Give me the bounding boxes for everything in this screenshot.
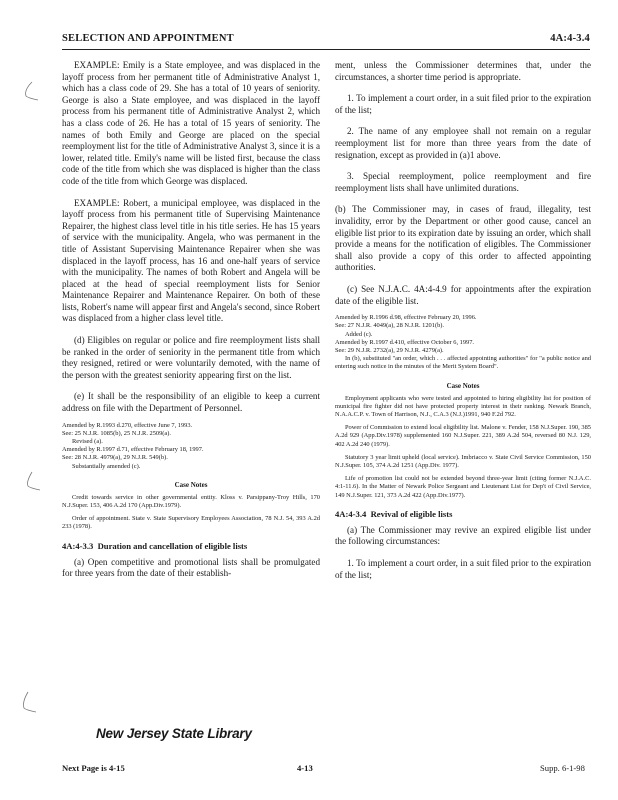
case-note: Life of promotion list could not be extended beyond three-year limit (citing former N.J.A.C. 4:1-11.6). In the Matter of Newark Police Sergeant and Lieutenant List for Dep't of Civil Service, 149 N.J.Super. 121, 373 A.2d 422 (App.Div.1977). [335, 475, 591, 499]
footer-next-page: Next Page is 4-15 [62, 763, 125, 773]
section-number: 4A:4-3.4 [335, 508, 367, 519]
margin-mark-icon [20, 80, 42, 110]
header-title: SELECTION AND APPOINTMENT [62, 33, 234, 44]
left-column [62, 60, 320, 580]
example-emily: EXAMPLE: Emily is a State employee, and was displaced in the layoff process from her permanent title of Administrative Analyst 1, which has a class code of 29. She has a total of 10 years of seniority. George is also a State employee, and was displaced in the layoff process from his permanent title of Administrative Analyst 2, which has a class code of 26. He has a total of 15 years of seniority. The names of both Emily and George are placed on the special reemployment list for the title of Administrative Analyst 3, since it is a lower, related title. Emily's name will be listed first, because the class code of the title from which she was displaced is higher than the class code of the title from which George was displaced. [62, 60, 320, 186]
history-line: See: 25 N.J.R. 1085(b), 25 N.J.R. 2509(a). [62, 429, 171, 437]
list-item-2: 2. The name of any employee shall not remain on a regular reemployment list for more than three years from the date of resignation, except as provided in (a)1 above. [335, 126, 591, 160]
case-note: Statutory 3 year limit upheld (local service). Imbriacco v. State Civil Service Commission, 150 N.J.Super. 105, 374 A.2d 1251 (App.Div. 1977). [335, 453, 591, 469]
header-rule [62, 49, 590, 50]
paragraph-b: (b) The Commissioner may, in cases of fraud, illegality, test invalidity, error by the Department or other good cause, cancel an eligible list prior to its expiration date by issuing an order, which shall provide a means for the notification of eligibles. The Commissioner shall also provide a copy of this order to affected appointing authorities. [335, 204, 591, 273]
footer-supplement: Supp. 6-1-98 [540, 763, 585, 773]
history-note: In (b), substituted "an order, which . . . affected appointing authorities" for "a public notice and entering such notice in the minutes of the Merit System Board". [335, 355, 591, 371]
paragraph-c: (c) See N.J.A.C. 4A:4-4.9 for appointments after the expiration date of the eligible list. [335, 283, 591, 306]
history-line: See: 29 N.J.R. 2732(a), 29 N.J.R. 4279(a). [335, 346, 444, 354]
library-logo: New Jersey State Library [96, 726, 252, 741]
paragraph-e: (e) It shall be the responsibility of an eligible to keep a current address on file with the Department of Personnel. [62, 391, 320, 414]
section-number: 4A:4-3.3 [62, 540, 94, 551]
section-title: Duration and cancellation of eligible lists [97, 540, 248, 551]
case-note: Credit towards service in other governmental entity. Kloss v. Parsippany-Troy Hills, 170 N.J.Super. 153, 406 A.2d 170 (App.Div.1979). [62, 493, 320, 510]
history-notes [62, 422, 320, 471]
history-notes [335, 314, 591, 371]
history-line: Amended by R.1996 d.98, effective February 20, 1996. [335, 314, 477, 322]
history-line: Amended by R.1993 d.270, effective June 7, 1993. [62, 421, 193, 429]
history-line: See: 27 N.J.R. 4049(a), 28 N.J.R. 1201(b). [335, 322, 444, 330]
example-robert: EXAMPLE: Robert, a municipal employee, was displaced in the layoff process from his permanent title of Supervising Maintenance Repairer, the highest class level title in his title series. He has 15 years of service with the municipality. Angela, who was permanent in the title of Assistant Supervising Maintenance Repairer when she was displaced in the layoff process, has 16 and one-half years of service with the municipality. The names of both Robert and Angela will be placed at the head of special reemployment lists for Senior Maintenance Repairer and Maintenance Repairer. On both of these lists, Robert's name will appear first and Angela's second, since Robert was displaced from a higher class level title. [62, 197, 320, 324]
case-note: Power of Commission to extend local eligibility list. Malone v. Fender, 158 N.J.Super. 190, 385 A.2d 929 (App.Div.1978) supplemented 160 N.J.Super. 221, 389 A.2d 504, reversed 80 N.J. 129, 402 A.2d 240 (1979). [335, 424, 591, 448]
history-line: Revised (a). [72, 438, 103, 446]
case-note: Employment applicants who were tested and appointed to hiring eligibility list for position of municipal fire fighter did not have protected property interest in their ranking. Newark Branch, N.A.A.C.P. v. Town of Harrison, N.J., C.A.3 (N.J.)1991, 940 F.2d 792. [335, 394, 591, 418]
margin-mark-icon [18, 690, 40, 720]
margin-mark-icon [22, 470, 44, 500]
list-item-1: 1. To implement a court order, in a suit filed prior to the expiration of the list; [335, 93, 591, 115]
section-heading-3-4 [335, 509, 591, 520]
right-column [335, 60, 591, 581]
header-section: 4A:4-3.4 [550, 33, 590, 44]
section-title: Revival of eligible lists [370, 508, 453, 519]
paragraph-a-3-4: (a) The Commissioner may revive an expired eligible list under the following circumstances: [335, 524, 591, 547]
history-line: Amended by R.1997 d.410, effective October 6, 1997. [335, 338, 475, 346]
paragraph-a-3-3: (a) Open competitive and promotional lists shall be promulgated for three years from the date of their establish- [62, 556, 320, 579]
history-line: Amended by R.1997 d.71, effective February 18, 1997. [62, 446, 204, 454]
case-note: Order of appointment. State v. State Supervisory Employees Association, 78 N.J. 54, 393 A.2d 233 (1978). [62, 515, 320, 531]
history-line: Added (c). [345, 330, 373, 338]
running-header [62, 33, 590, 47]
paragraph-d: (d) Eligibles on regular or police and fire reemployment lists shall be ranked in the order of seniority in the permanent title from which they resigned, retired or were voluntarily demoted, with the name of the person with the greatest seniority appearing first on the list. [62, 335, 320, 380]
list-item-1-revival: 1. To implement a court order, in a suit filed prior to the expiration of the list; [335, 557, 591, 580]
case-notes-heading: Case Notes [446, 381, 480, 390]
section-heading-3-3 [62, 541, 320, 552]
continued-text: ment, unless the Commissioner determines that, under the circumstances, a shorter time period is appropriate. [335, 60, 591, 82]
history-line: See: 28 N.J.R. 4979(a), 29 N.J.R. 549(b). [62, 454, 168, 462]
case-notes-heading: Case Notes [174, 480, 208, 489]
list-item-3: 3. Special reemployment, police reemployment and fire reemployment lists shall have unlimited durations. [335, 171, 591, 193]
history-line: Substantially amended (c). [72, 462, 141, 470]
footer-page-number: 4-13 [297, 763, 313, 773]
